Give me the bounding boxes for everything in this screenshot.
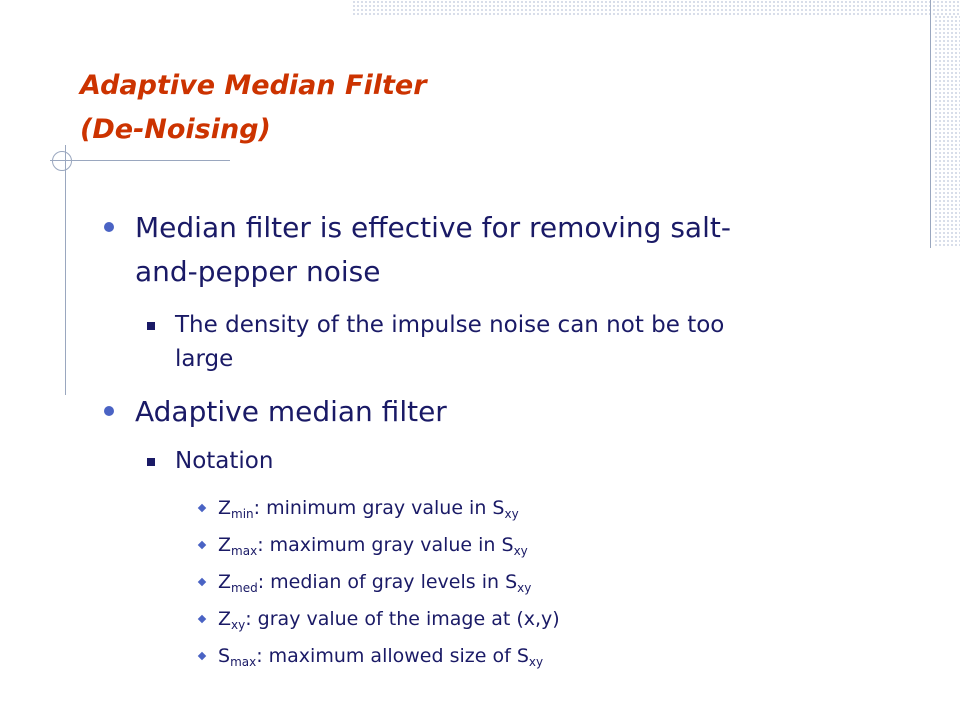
notation-item [218, 605, 858, 633]
square-bullet-icon [147, 458, 155, 466]
definition: : maximum allowed size of S [256, 645, 529, 667]
symbol-subscript: xy [231, 618, 246, 632]
sub-bullet-density [175, 308, 895, 376]
sub-bullet-text-line-2: large [175, 346, 234, 372]
symbol: Z [218, 534, 232, 556]
symbol: S [218, 645, 231, 667]
sub-bullet-notation [175, 444, 895, 478]
left-vertical-rule [65, 145, 66, 395]
bullet-median-filter [135, 206, 855, 294]
title-line-1: Adaptive Median Filter [80, 70, 427, 101]
crosshair-circle-icon [52, 151, 72, 171]
set-subscript: xy [528, 655, 544, 669]
definition: : gray value of the image at (x,y) [245, 608, 560, 630]
diamond-bullet-icon [198, 504, 206, 512]
set-subscript: xy [513, 544, 528, 558]
diamond-bullet-icon [198, 541, 206, 549]
title-horizontal-rule [50, 160, 230, 161]
set-subscript: xy [517, 581, 532, 595]
dot-grid-right-decoration [934, 15, 960, 248]
diamond-bullet-icon [198, 578, 206, 586]
notation-item [218, 494, 858, 522]
notation-item [218, 568, 858, 596]
symbol-subscript: max [230, 655, 257, 669]
symbol: Z [218, 608, 232, 630]
bullet-text-line-2: and-pepper noise [135, 255, 381, 288]
bullet-adaptive-median [135, 390, 855, 434]
diamond-bullet-icon [198, 652, 206, 660]
round-bullet-icon [104, 222, 114, 232]
square-bullet-icon [147, 322, 155, 330]
definition: : minimum gray value in S [253, 497, 505, 519]
dot-grid-top-decoration [352, 0, 960, 15]
symbol-subscript: max [231, 544, 258, 558]
symbol: Z [218, 497, 232, 519]
notation-item [218, 531, 858, 559]
definition: : maximum gray value in S [257, 534, 514, 556]
set-subscript: xy [504, 507, 519, 521]
right-vertical-rule [930, 0, 931, 248]
bullet-text-line-1: Median filter is effective for removing salt- [135, 211, 731, 244]
sub-bullet-text-line-1: The density of the impulse noise can not be too [175, 312, 725, 338]
round-bullet-icon [104, 406, 114, 416]
title-line-2: (De-Noising) [80, 114, 271, 145]
bullet-text: Adaptive median filter [135, 395, 447, 428]
symbol-subscript: med [231, 581, 258, 595]
symbol-subscript: min [231, 507, 254, 521]
definition: : median of gray levels in S [257, 571, 518, 593]
sub-bullet-text: Notation [175, 448, 274, 474]
symbol: Z [218, 571, 232, 593]
slide-title [80, 64, 780, 152]
diamond-bullet-icon [198, 615, 206, 623]
notation-item [218, 642, 858, 670]
